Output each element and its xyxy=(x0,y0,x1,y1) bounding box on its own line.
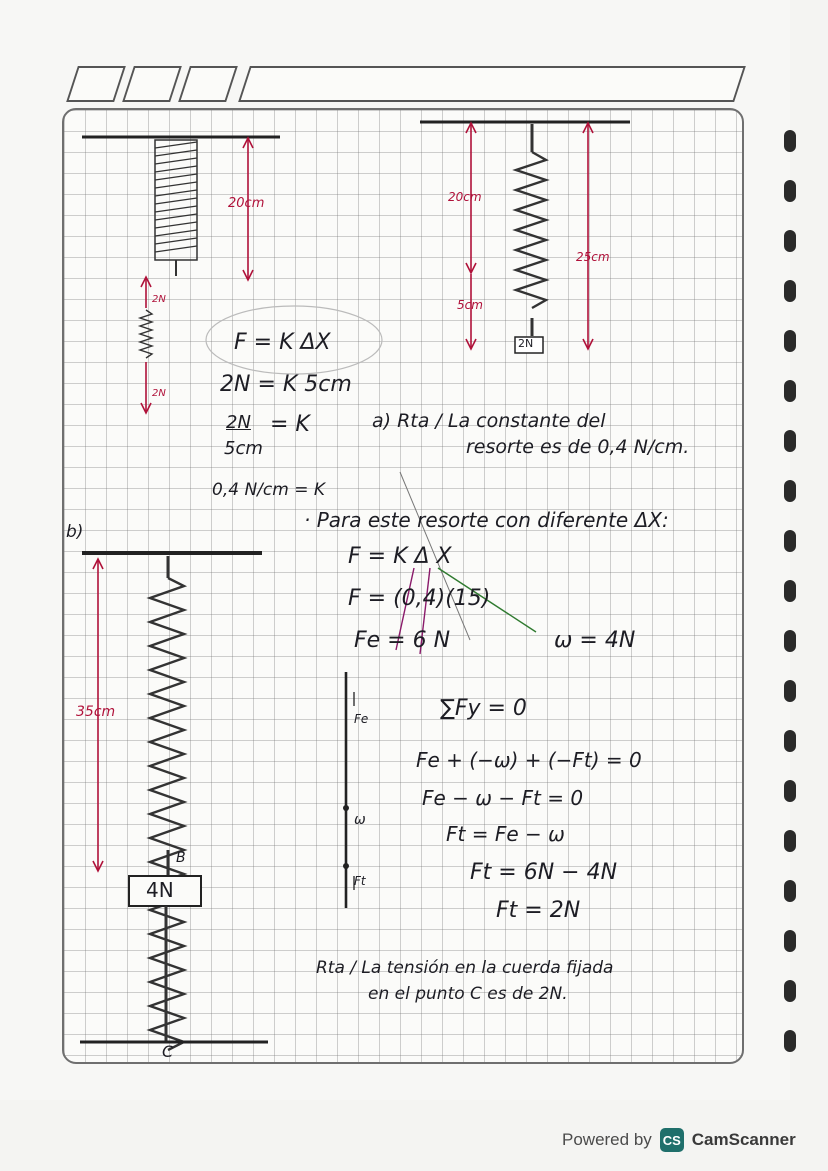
label-35cm: 35cm xyxy=(76,704,116,720)
answer-a-line1: a) Rta / La constante del xyxy=(372,410,606,432)
eq-step-1: Fe + (−ω) + (−Ft) = 0 xyxy=(416,748,642,772)
intro-b: · Para este resorte con diferente ΔX: xyxy=(304,508,669,532)
eq-step-5: Ft = 2N xyxy=(496,898,581,923)
camscanner-brand: CamScanner xyxy=(691,1130,796,1149)
fbd-label-fe: Fe xyxy=(354,712,369,726)
eq-a-3-num: 2N xyxy=(226,412,251,433)
point-b: B xyxy=(176,850,186,866)
answer-a-line2: resorte es de 0,4 N/cm. xyxy=(466,436,690,458)
point-c: C xyxy=(162,1042,174,1061)
answer-b-line2: en el punto C es de 2N. xyxy=(368,984,568,1004)
powered-by-text: Powered by xyxy=(562,1130,652,1149)
eq-b-3: Fe = 6 N xyxy=(354,628,451,653)
answer-b-line1: Rta / La tensión en la cuerda fijada xyxy=(316,958,614,978)
eq-a-1: F = K ΔX xyxy=(234,330,331,355)
eq-b-1: F = K Δ X xyxy=(348,544,452,569)
spring-a-stretched xyxy=(516,152,546,308)
spiral-binding xyxy=(770,90,810,1090)
box-2n-label: 2N xyxy=(518,337,534,350)
watermark-footer xyxy=(562,1124,796,1156)
small-spring xyxy=(140,310,152,358)
eq-step-3: Ft = Fe − ω xyxy=(446,822,565,846)
label-2n-bottom: 2N xyxy=(152,388,166,399)
eq-step-4: Ft = 6N − 4N xyxy=(470,860,618,885)
eq-a-3-den: 5cm xyxy=(224,438,263,459)
spring-a-compressed xyxy=(155,140,197,260)
eq-step-2: Fe − ω − Ft = 0 xyxy=(422,786,584,810)
eq-b-2: F = (0,4)(15) xyxy=(348,586,491,611)
eq-sum: ∑Fy = 0 xyxy=(440,696,527,721)
label-2n-top: 2N xyxy=(152,294,166,305)
label-20cm-b: 20cm xyxy=(448,190,482,204)
fbd-label-ft: Ft xyxy=(354,874,366,888)
eq-a-4: 0,4 N/cm = K xyxy=(212,480,325,500)
fbd-label-w: ω xyxy=(354,812,366,828)
camscanner-logo-icon: CS xyxy=(660,1128,684,1152)
box-4n-label: 4N xyxy=(146,878,174,902)
label-5cm: 5cm xyxy=(457,298,483,312)
eq-a-3-rhs: = K xyxy=(270,412,310,437)
label-b: b) xyxy=(66,522,84,542)
label-20cm: 20cm xyxy=(228,196,265,211)
spring-a-coils xyxy=(155,142,197,252)
eq-a-2: 2N = K 5cm xyxy=(220,372,352,397)
weight-b: ω = 4N xyxy=(554,628,636,653)
label-25cm: 25cm xyxy=(576,250,610,264)
